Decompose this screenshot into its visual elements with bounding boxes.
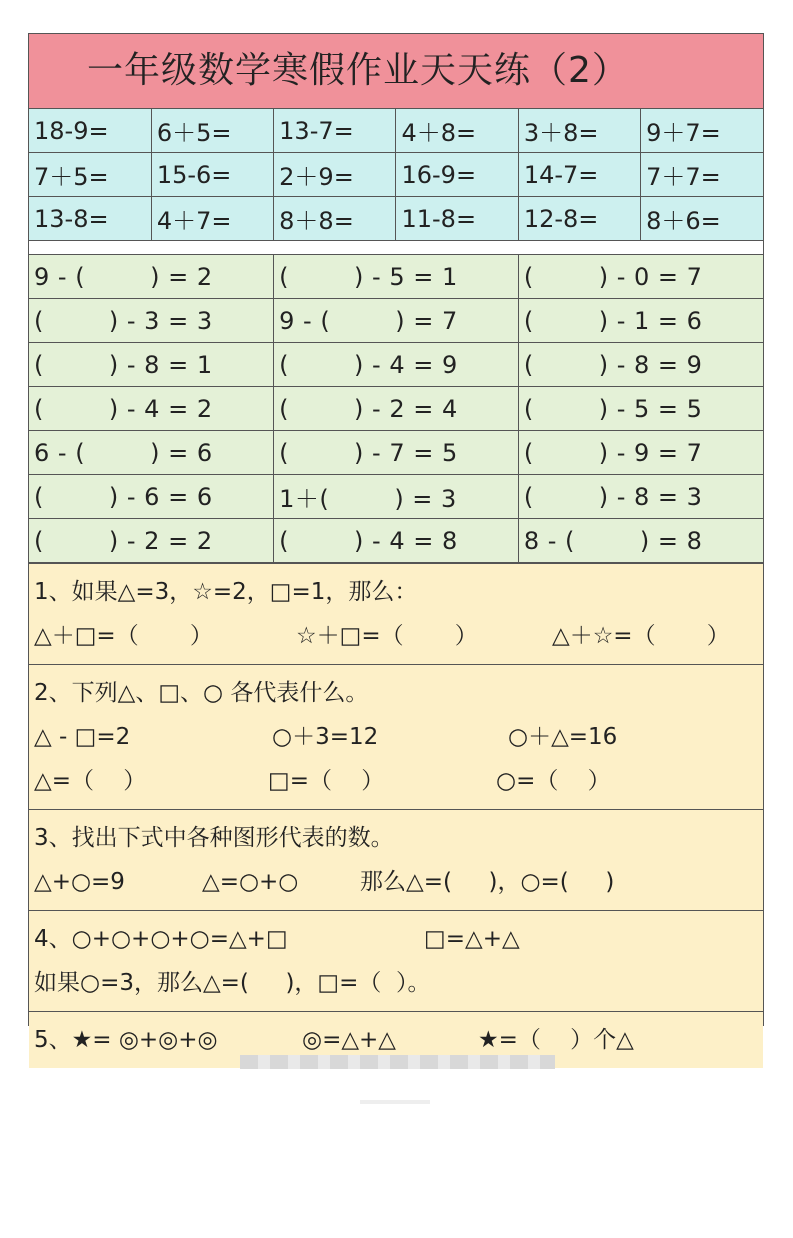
fill-cell: ( ) - 1 = 6 xyxy=(518,299,763,343)
problem-5-eq-a: 5、★= ◎+◎+◎ xyxy=(34,1027,218,1053)
calc-cell: 18-9= xyxy=(29,109,151,153)
problem-1-equations xyxy=(34,614,758,658)
problem-2 xyxy=(29,664,763,809)
problem-4-answer: 如果○=3，那么△=( )，□=（ ）。 xyxy=(34,970,431,996)
table-row xyxy=(29,387,763,431)
problem-5-eq-c: ★=（ ）个△ xyxy=(478,1027,634,1053)
problem-4 xyxy=(29,910,763,1011)
problem-1-eq-b: ☆＋□=（ ） xyxy=(296,623,478,649)
problem-4-question xyxy=(34,917,758,961)
fill-cell: ( ) - 5 = 5 xyxy=(518,387,763,431)
table-row xyxy=(29,519,763,563)
table-row xyxy=(29,197,763,241)
fill-cell: ( ) - 5 = 1 xyxy=(274,255,519,299)
calc-cell: 15-6= xyxy=(151,153,273,197)
problem-2-equations xyxy=(34,715,758,759)
fill-cell: 1＋( ) = 3 xyxy=(274,475,519,519)
fill-cell: ( ) - 3 = 3 xyxy=(29,299,274,343)
problem-2-answers xyxy=(34,759,758,803)
problem-2-eq-c: ○＋△=16 xyxy=(508,724,618,750)
calc-cell: 2＋9= xyxy=(274,153,396,197)
fill-cell: ( ) - 4 = 2 xyxy=(29,387,274,431)
calc-cell: 7＋5= xyxy=(29,153,151,197)
fill-cell: 9 - ( ) = 7 xyxy=(274,299,519,343)
problem-3-question: 3、找出下式中各种图形代表的数。 xyxy=(34,825,394,851)
calc-cell: 4＋7= xyxy=(151,197,273,241)
calc-cell: 4＋8= xyxy=(396,109,518,153)
table-row xyxy=(29,153,763,197)
problem-1-eq-a: △＋□=（ ） xyxy=(34,623,213,649)
worksheet xyxy=(28,33,764,1053)
fill-cell: ( ) - 6 = 6 xyxy=(29,475,274,519)
problem-5-eq-b: ◎=△+△ xyxy=(302,1027,396,1053)
blurred-watermark-line xyxy=(360,1100,430,1104)
problem-1 xyxy=(29,563,763,664)
problem-2-eq-a: △ - □=2 xyxy=(34,724,131,750)
calculation-grid xyxy=(29,109,763,241)
problem-1-question: 1、如果△=3，☆=2，□=1，那么： xyxy=(34,579,418,605)
fill-cell: ( ) - 0 = 7 xyxy=(518,255,763,299)
table-row xyxy=(29,109,763,153)
fill-cell: ( ) - 4 = 8 xyxy=(274,519,519,563)
blurred-watermark xyxy=(240,1055,555,1069)
problem-3-eq-c: 那么△=( )，○=( ) xyxy=(360,869,615,895)
table-row xyxy=(29,431,763,475)
problem-2-ans-a: △=（ ） xyxy=(34,768,147,794)
table-row xyxy=(29,475,763,519)
calc-cell: 3＋8= xyxy=(518,109,640,153)
table-row xyxy=(29,299,763,343)
fill-cell: ( ) - 8 = 1 xyxy=(29,343,274,387)
calc-cell: 12-8= xyxy=(518,197,640,241)
problem-4-eq-a: 4、○+○+○+○=△+□ xyxy=(34,926,288,952)
problem-4-eq-b: □=△+△ xyxy=(424,926,520,952)
table-row xyxy=(29,343,763,387)
calc-cell: 8＋8= xyxy=(274,197,396,241)
fill-cell: ( ) - 2 = 2 xyxy=(29,519,274,563)
fill-cell: 8 - ( ) = 8 xyxy=(518,519,763,563)
calc-cell: 11-8= xyxy=(396,197,518,241)
fill-cell: ( ) - 2 = 4 xyxy=(274,387,519,431)
fill-cell: ( ) - 4 = 9 xyxy=(274,343,519,387)
fill-cell: ( ) - 8 = 3 xyxy=(518,475,763,519)
calc-cell: 14-7= xyxy=(518,153,640,197)
problem-2-ans-b: □=（ ） xyxy=(268,768,385,794)
calc-cell: 13-8= xyxy=(29,197,151,241)
problem-3 xyxy=(29,809,763,910)
calc-cell: 6＋5= xyxy=(151,109,273,153)
calc-cell: 9＋7= xyxy=(641,109,763,153)
worksheet-title: 一年级数学寒假作业天天练（2） xyxy=(29,34,763,109)
problem-2-eq-b: ○＋3=12 xyxy=(272,724,379,750)
calc-cell: 16-9= xyxy=(396,153,518,197)
calc-cell: 13-7= xyxy=(274,109,396,153)
section-divider xyxy=(29,241,763,255)
problem-3-equations xyxy=(34,860,758,904)
fill-cell: 6 - ( ) = 6 xyxy=(29,431,274,475)
problem-3-eq-a: △+○=9 xyxy=(34,869,125,895)
problem-1-eq-c: △＋☆=（ ） xyxy=(552,623,730,649)
problem-2-ans-c: ○=（ ） xyxy=(496,768,611,794)
calc-cell: 7＋7= xyxy=(641,153,763,197)
fill-cell: ( ) - 9 = 7 xyxy=(518,431,763,475)
problem-2-question: 2、下列△、□、○ 各代表什么。 xyxy=(34,680,369,706)
fill-cell: ( ) - 8 = 9 xyxy=(518,343,763,387)
problem-3-eq-b: △=○+○ xyxy=(202,869,299,895)
fill-cell: 9 - ( ) = 2 xyxy=(29,255,274,299)
fill-cell: ( ) - 7 = 5 xyxy=(274,431,519,475)
calc-cell: 8＋6= xyxy=(641,197,763,241)
table-row xyxy=(29,255,763,299)
fill-blank-grid xyxy=(29,255,763,563)
